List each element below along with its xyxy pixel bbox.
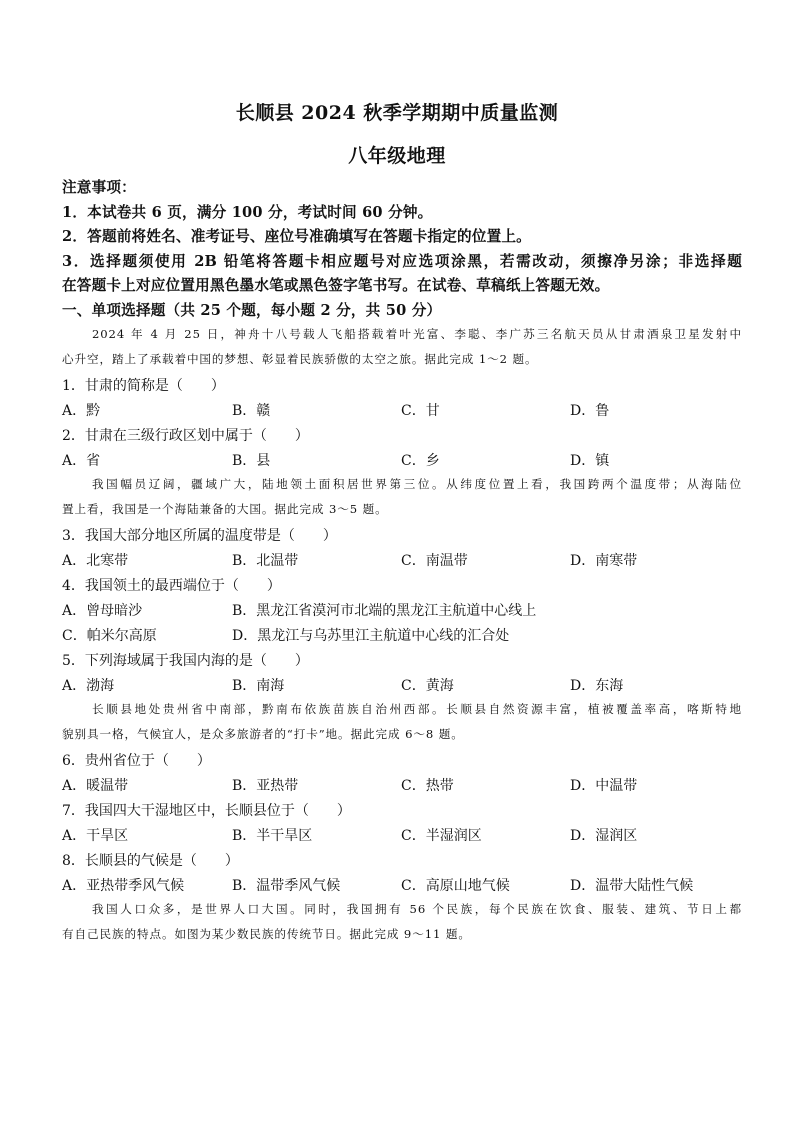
question-4-option-d[interactable]: D．黑龙江与乌苏里江主航道中心线的汇合处 (232, 628, 510, 644)
notice-item-3-cont: 在答题卡上对应位置用黑色墨水笔或黑色签字笔书写。在试卷、草稿纸上答题无效。 (62, 277, 610, 294)
passage-4-line-1: 我国人口众多，是世界人口大国。同时，我国拥有 56 个民族，每个民族在饮食、服装、建筑、节日上都 (92, 902, 742, 916)
question-3-option-a[interactable]: A．北寒带 (62, 553, 129, 569)
question-8-option-c[interactable]: C．高原山地气候 (401, 878, 510, 894)
passage-3-line-1: 长顺县地处贵州省中南部，黔南布依族苗族自治州西部。长顺县自然资源丰富，植被覆盖率高，喀斯特地 (92, 702, 742, 716)
question-4-option-c[interactable]: C．帕米尔高原 (62, 628, 157, 644)
question-4-options-row-2 (62, 625, 742, 645)
question-1-stem: 1．甘肃的简称是（ ） (62, 378, 225, 394)
notice-item-2: 2．答题前将姓名、准考证号、座位号准确填写在答题卡指定的位置上。 (62, 228, 531, 245)
question-5-option-b[interactable]: B．南海 (232, 678, 285, 694)
notice-heading: 注意事项： (62, 179, 136, 196)
question-5-option-d[interactable]: D．东海 (570, 678, 624, 694)
passage-1-line-2: 心升空，踏上了承载着中国的梦想、彰显着民族骄傲的太空之旅。据此完成 1～2 题。 (62, 352, 538, 366)
section-heading: 一、单项选择题（共 25 个题，每小题 2 分，共 50 分） (62, 302, 442, 319)
question-3-stem: 3．我国大部分地区所属的温度带是（ ） (62, 528, 337, 544)
question-7-option-b[interactable]: B．半干旱区 (232, 828, 313, 844)
question-1-option-a[interactable]: A．黔 (62, 403, 101, 419)
question-5-option-c[interactable]: C．黄海 (401, 678, 454, 694)
passage-2-line-2: 置上看，我国是一个海陆兼备的大国。据此完成 3～5 题。 (62, 502, 388, 516)
question-6-option-d[interactable]: D．中温带 (570, 778, 638, 794)
question-2-option-b[interactable]: B．县 (232, 453, 271, 469)
question-6-option-a[interactable]: A．暖温带 (62, 778, 129, 794)
question-2-options (62, 450, 742, 470)
question-5-options (62, 675, 742, 695)
question-6-option-c[interactable]: C．热带 (401, 778, 454, 794)
notice-item-3: 3．选择题须使用 2B 铅笔将答题卡相应题号对应选项涂黑，若需改动，须擦净另涂；非选择题 (62, 253, 742, 270)
question-8-option-a[interactable]: A．亚热带季风气候 (62, 878, 185, 894)
question-6-options (62, 775, 742, 795)
question-6-option-b[interactable]: B．亚热带 (232, 778, 299, 794)
question-1-option-c[interactable]: C．甘 (401, 403, 440, 419)
question-8-stem: 8．长顺县的气候是（ ） (62, 853, 239, 869)
passage-2-line-1: 我国幅员辽阔，疆域广大，陆地领土面积居世界第三位。从纬度位置上看，我国跨两个温度带；从海陆位 (92, 477, 742, 491)
passage-1-line-1: 2024 年 4 月 25 日，神舟十八号载人飞船搭载着叶光富、李聪、李广苏三名航天员从甘肃酒泉卫星发射中 (92, 327, 742, 341)
question-2-stem: 2．甘肃在三级行政区划中属于（ ） (62, 428, 309, 444)
question-3-option-b[interactable]: B．北温带 (232, 553, 299, 569)
question-4-option-a[interactable]: A．曾母暗沙 (62, 603, 143, 619)
exam-subtitle: 八年级地理 (348, 145, 446, 167)
question-6-stem: 6．贵州省位于（ ） (62, 753, 211, 769)
question-8-option-d[interactable]: D．温带大陆性气候 (570, 878, 694, 894)
question-7-option-a[interactable]: A．干旱区 (62, 828, 129, 844)
exam-title: 长顺县 2024 秋季学期期中质量监测 (235, 102, 559, 124)
question-1-option-d[interactable]: D．鲁 (570, 403, 610, 419)
passage-3-line-2: 貌别具一格，气候宜人，是众多旅游者的“打卡”地。据此完成 6～8 题。 (62, 727, 464, 741)
question-7-option-d[interactable]: D．湿润区 (570, 828, 638, 844)
question-3-option-d[interactable]: D．南寒带 (570, 553, 638, 569)
question-3-option-c[interactable]: C．南温带 (401, 553, 468, 569)
question-2-option-d[interactable]: D．镇 (570, 453, 610, 469)
question-4-option-b[interactable]: B．黑龙江省漠河市北端的黑龙江主航道中心线上 (232, 603, 537, 619)
question-4-stem: 4．我国领土的最西端位于（ ） (62, 578, 281, 594)
notice-item-1: 1．本试卷共 6 页，满分 100 分，考试时间 60 分钟。 (62, 204, 433, 221)
question-2-option-a[interactable]: A．省 (62, 453, 101, 469)
question-4-options-row-1 (62, 600, 742, 620)
question-8-options (62, 875, 742, 895)
question-2-option-c[interactable]: C．乡 (401, 453, 440, 469)
question-5-option-a[interactable]: A．渤海 (62, 678, 115, 694)
question-1-option-b[interactable]: B．赣 (232, 403, 271, 419)
question-1-options (62, 400, 742, 420)
question-7-stem: 7．我国四大干湿地区中，长顺县位于（ ） (62, 803, 351, 819)
question-5-stem: 5．下列海域属于我国内海的是（ ） (62, 653, 309, 669)
question-7-option-c[interactable]: C．半湿润区 (401, 828, 482, 844)
question-7-options (62, 825, 742, 845)
question-8-option-b[interactable]: B．温带季风气候 (232, 878, 341, 894)
passage-4-line-2: 有自己民族的特点。如图为某少数民族的传统节日。据此完成 9～11 题。 (62, 927, 471, 941)
question-3-options (62, 550, 742, 570)
